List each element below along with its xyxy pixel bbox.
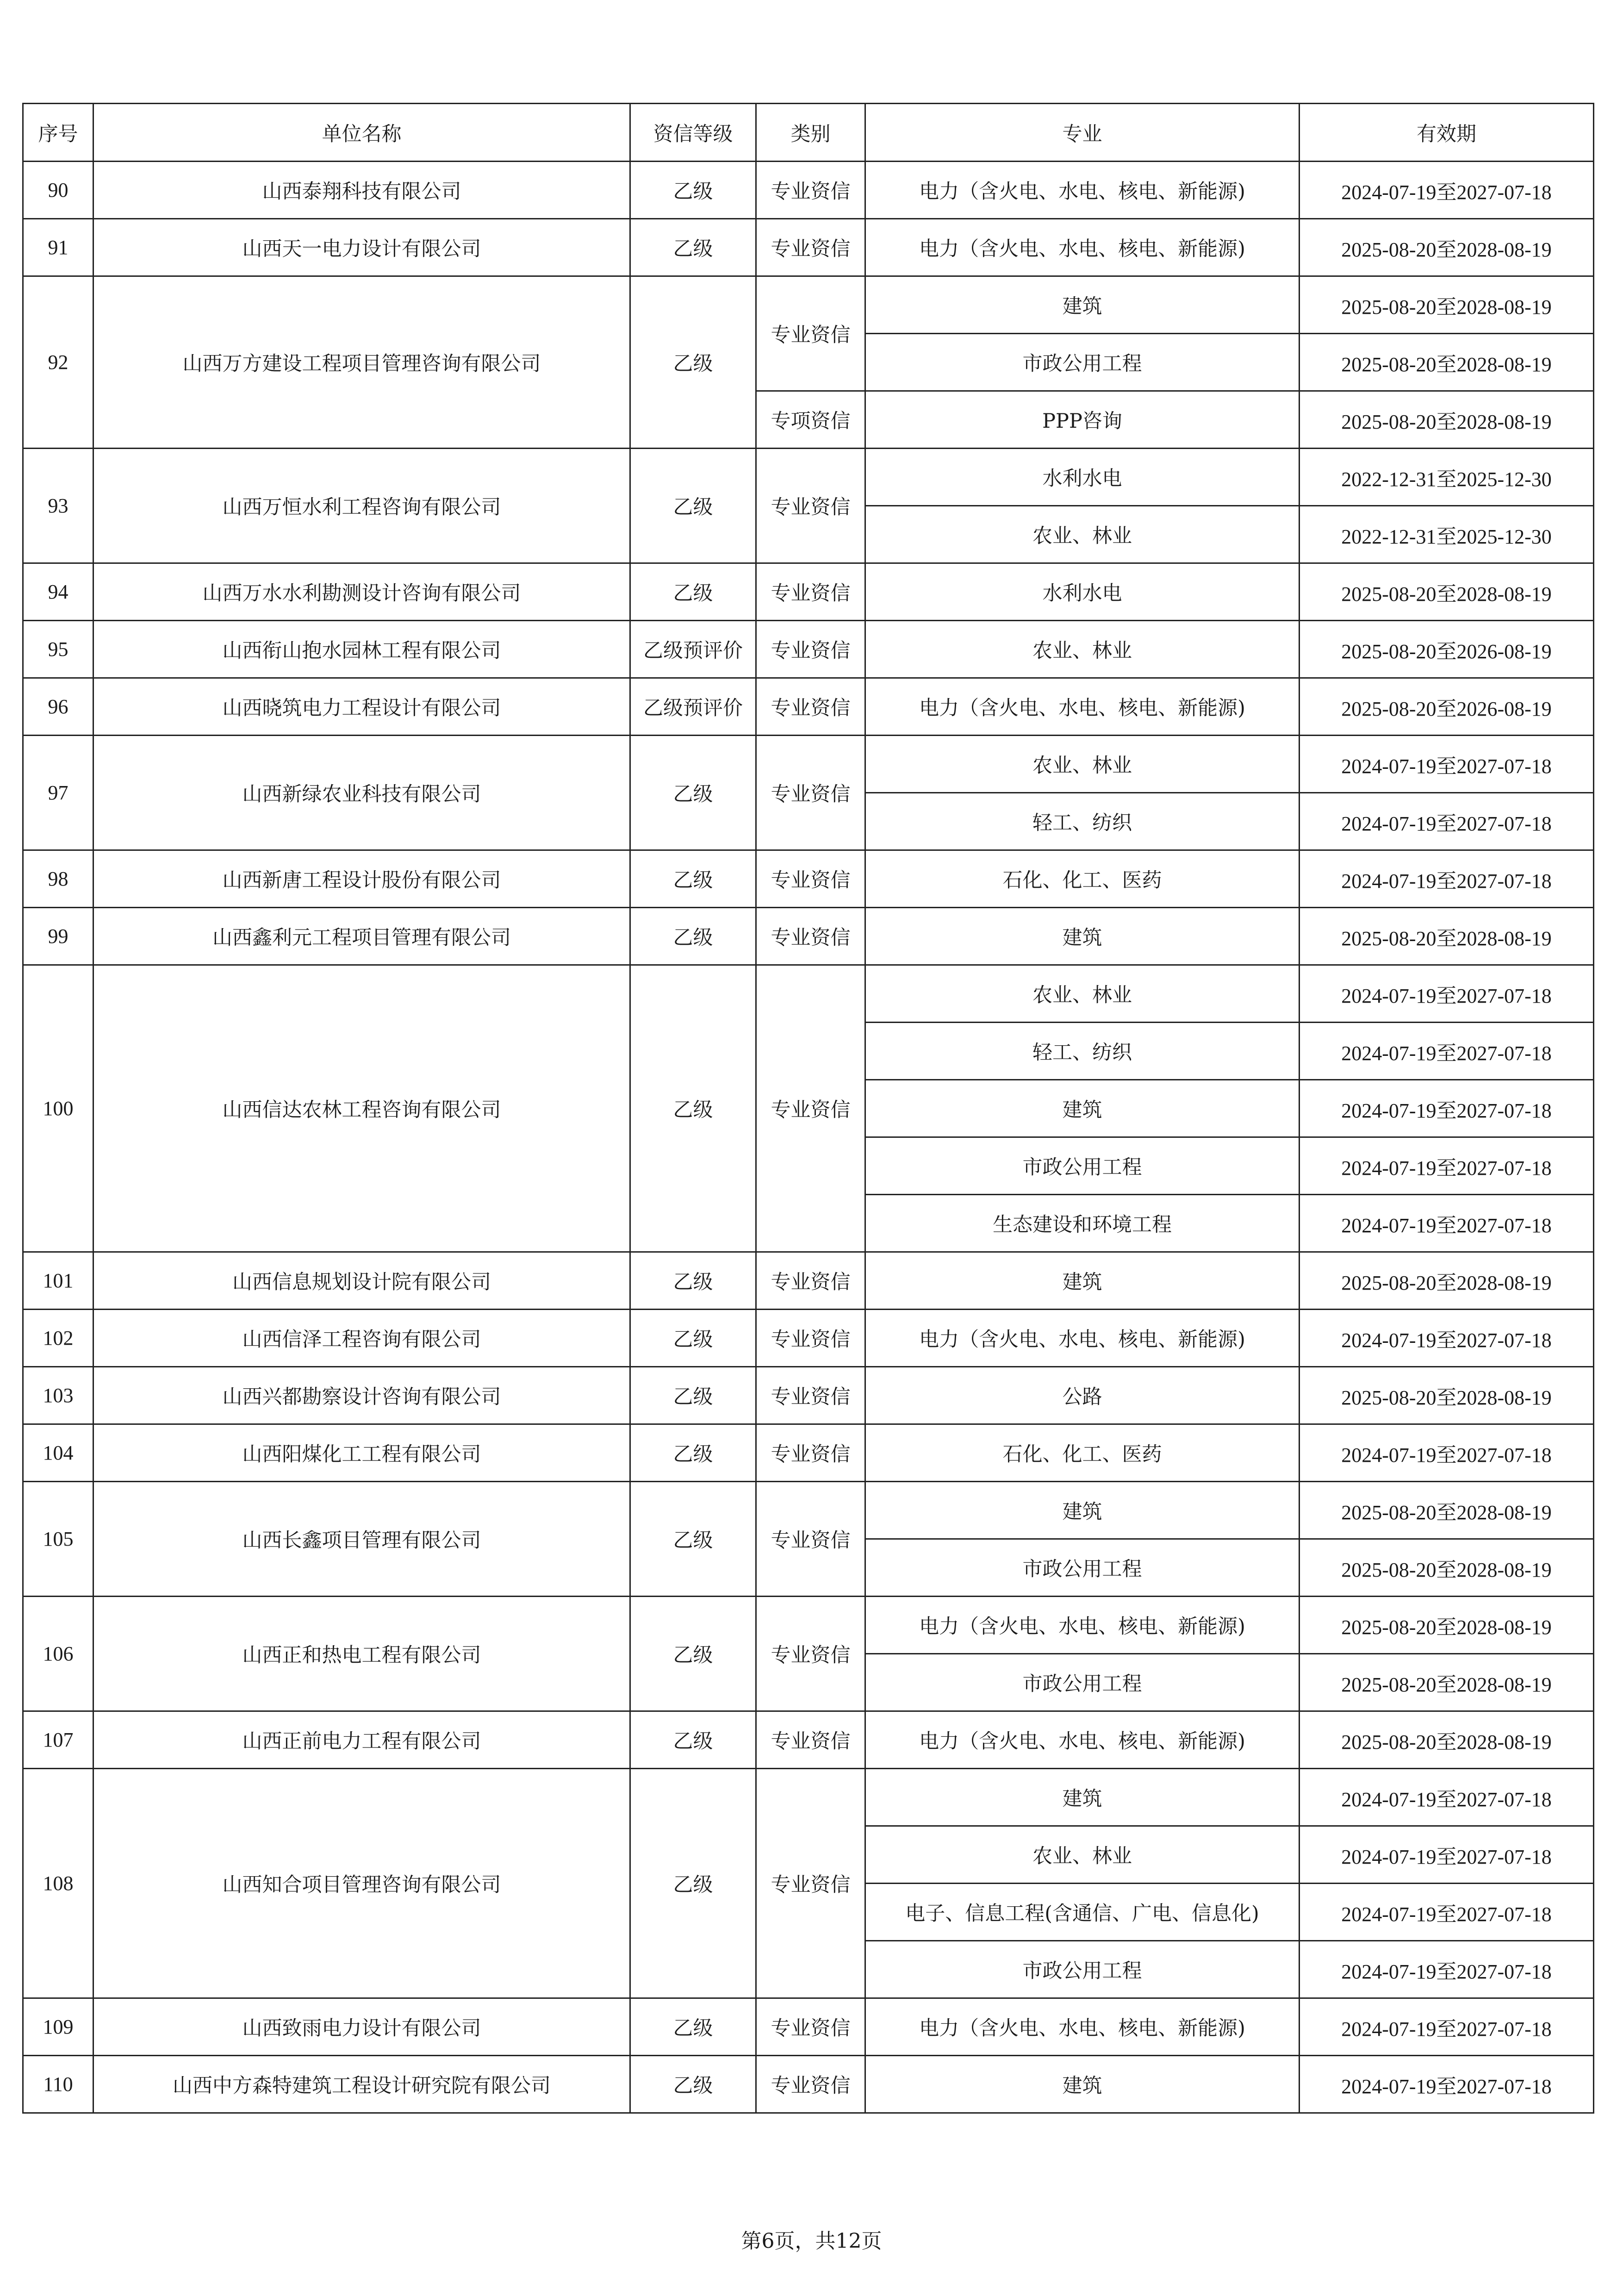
validity-cell: 2025-08-20至2028-08-19 — [1300, 1597, 1594, 1654]
table-row — [23, 736, 1594, 793]
credit-grade-cell: 乙级 — [630, 219, 756, 276]
table-row — [23, 162, 1594, 219]
unit-name-cell: 山西天一电力设计有限公司 — [93, 219, 630, 276]
seq-cell: 108 — [23, 1769, 93, 1998]
header-unit-name: 单位名称 — [93, 104, 630, 162]
category-cell: 专业资信 — [756, 219, 865, 276]
category-cell: 专业资信 — [756, 1769, 865, 1998]
unit-name-cell: 山西信息规划设计院有限公司 — [93, 1252, 630, 1310]
table-header-row — [23, 104, 1594, 162]
unit-name-cell: 山西中方森特建筑工程设计研究院有限公司 — [93, 2056, 630, 2113]
table-row — [23, 219, 1594, 276]
table-row — [23, 1769, 1594, 1826]
validity-cell: 2024-07-19至2027-07-18 — [1300, 965, 1594, 1023]
table-row — [23, 621, 1594, 678]
validity-cell: 2024-07-19至2027-07-18 — [1300, 850, 1594, 908]
category-cell: 专业资信 — [756, 2056, 865, 2113]
credit-grade-cell: 乙级预评价 — [630, 621, 756, 678]
unit-name-cell: 山西致雨电力设计有限公司 — [93, 1998, 630, 2056]
specialty-cell: 水利水电 — [865, 449, 1300, 506]
validity-cell: 2025-08-20至2028-08-19 — [1300, 563, 1594, 621]
specialty-cell: 农业、林业 — [865, 965, 1300, 1023]
seq-cell: 102 — [23, 1310, 93, 1367]
table-row — [23, 276, 1594, 334]
credit-grade-cell: 乙级 — [630, 736, 756, 850]
specialty-cell: 石化、化工、医药 — [865, 1424, 1300, 1482]
credit-grade-cell: 乙级 — [630, 1367, 756, 1424]
table-row — [23, 1310, 1594, 1367]
category-cell: 专业资信 — [756, 850, 865, 908]
validity-cell: 2024-07-19至2027-07-18 — [1300, 1769, 1594, 1826]
specialty-cell: 电力（含火电、水电、核电、新能源) — [865, 1711, 1300, 1769]
credit-grade-cell: 乙级 — [630, 1310, 756, 1367]
category-cell: 专业资信 — [756, 1424, 865, 1482]
footer-page-number: 6 — [761, 2229, 775, 2253]
category-cell: 专业资信 — [756, 1310, 865, 1367]
unit-name-cell: 山西信泽工程咨询有限公司 — [93, 1310, 630, 1367]
validity-cell: 2022-12-31至2025-12-30 — [1300, 506, 1594, 563]
seq-cell: 100 — [23, 965, 93, 1252]
credit-grade-cell: 乙级 — [630, 908, 756, 965]
seq-cell: 101 — [23, 1252, 93, 1310]
header-validity: 有效期 — [1300, 104, 1594, 162]
credit-grade-cell: 乙级 — [630, 449, 756, 563]
specialty-cell: 市政公用工程 — [865, 334, 1300, 391]
header-category: 类别 — [756, 104, 865, 162]
specialty-cell: 农业、林业 — [865, 736, 1300, 793]
seq-cell: 99 — [23, 908, 93, 965]
category-cell: 专业资信 — [756, 162, 865, 219]
category-cell: 专业资信 — [756, 1711, 865, 1769]
specialty-cell: 电力（含火电、水电、核电、新能源) — [865, 1310, 1300, 1367]
seq-cell: 91 — [23, 219, 93, 276]
table-row — [23, 965, 1594, 1023]
table-row — [23, 850, 1594, 908]
validity-cell: 2024-07-19至2027-07-18 — [1300, 1137, 1594, 1195]
unit-name-cell: 山西兴都勘察设计咨询有限公司 — [93, 1367, 630, 1424]
validity-cell: 2024-07-19至2027-07-18 — [1300, 1941, 1594, 1998]
credit-grade-cell: 乙级 — [630, 965, 756, 1252]
validity-cell: 2025-08-20至2028-08-19 — [1300, 219, 1594, 276]
unit-name-cell: 山西信达农林工程咨询有限公司 — [93, 965, 630, 1252]
category-cell: 专业资信 — [756, 563, 865, 621]
unit-name-cell: 山西新绿农业科技有限公司 — [93, 736, 630, 850]
category-cell: 专业资信 — [756, 678, 865, 736]
specialty-cell: 建筑 — [865, 2056, 1300, 2113]
validity-cell: 2024-07-19至2027-07-18 — [1300, 162, 1594, 219]
seq-cell: 92 — [23, 276, 93, 449]
category-cell: 专业资信 — [756, 908, 865, 965]
seq-cell: 95 — [23, 621, 93, 678]
category-cell: 专业资信 — [756, 1367, 865, 1424]
validity-cell: 2025-08-20至2028-08-19 — [1300, 1252, 1594, 1310]
validity-cell: 2024-07-19至2027-07-18 — [1300, 1080, 1594, 1137]
validity-cell: 2024-07-19至2027-07-18 — [1300, 1424, 1594, 1482]
page-footer — [0, 2224, 1623, 2254]
specialty-cell: 电力（含火电、水电、核电、新能源) — [865, 678, 1300, 736]
specialty-cell: 农业、林业 — [865, 1826, 1300, 1884]
validity-cell: 2025-08-20至2028-08-19 — [1300, 1367, 1594, 1424]
validity-cell: 2024-07-19至2027-07-18 — [1300, 1310, 1594, 1367]
credit-grade-cell: 乙级 — [630, 563, 756, 621]
table-row — [23, 678, 1594, 736]
seq-cell: 110 — [23, 2056, 93, 2113]
footer-total-pages: 12 — [835, 2229, 862, 2253]
specialty-cell: 市政公用工程 — [865, 1137, 1300, 1195]
table-row — [23, 2056, 1594, 2113]
unit-name-cell: 山西知合项目管理咨询有限公司 — [93, 1769, 630, 1998]
specialty-cell: PPP咨询 — [865, 391, 1300, 449]
specialty-cell: 公路 — [865, 1367, 1300, 1424]
credit-grade-cell: 乙级 — [630, 1998, 756, 2056]
validity-cell: 2025-08-20至2028-08-19 — [1300, 908, 1594, 965]
credit-grade-cell: 乙级 — [630, 1482, 756, 1597]
unit-name-cell: 山西阳煤化工工程有限公司 — [93, 1424, 630, 1482]
seq-cell: 98 — [23, 850, 93, 908]
table-row — [23, 563, 1594, 621]
table-body — [23, 162, 1594, 2113]
qualification-table-container — [22, 103, 1593, 2114]
table-row — [23, 1482, 1594, 1539]
specialty-cell: 建筑 — [865, 1482, 1300, 1539]
unit-name-cell: 山西万水水利勘测设计咨询有限公司 — [93, 563, 630, 621]
credit-grade-cell: 乙级 — [630, 1252, 756, 1310]
credit-grade-cell: 乙级 — [630, 1769, 756, 1998]
specialty-cell: 市政公用工程 — [865, 1539, 1300, 1597]
specialty-cell: 生态建设和环境工程 — [865, 1195, 1300, 1252]
validity-cell: 2025-08-20至2028-08-19 — [1300, 276, 1594, 334]
table-row — [23, 1597, 1594, 1654]
category-cell: 专业资信 — [756, 1597, 865, 1711]
header-credit-grade: 资信等级 — [630, 104, 756, 162]
table-row — [23, 1998, 1594, 2056]
table-row — [23, 1252, 1594, 1310]
specialty-cell: 轻工、纺织 — [865, 793, 1300, 850]
table-row — [23, 1424, 1594, 1482]
header-specialty: 专业 — [865, 104, 1300, 162]
unit-name-cell: 山西鑫利元工程项目管理有限公司 — [93, 908, 630, 965]
seq-cell: 94 — [23, 563, 93, 621]
category-cell: 专项资信 — [756, 391, 865, 449]
specialty-cell: 电力（含火电、水电、核电、新能源) — [865, 219, 1300, 276]
validity-cell: 2025-08-20至2028-08-19 — [1300, 1654, 1594, 1711]
validity-cell: 2024-07-19至2027-07-18 — [1300, 1884, 1594, 1941]
validity-cell: 2024-07-19至2027-07-18 — [1300, 736, 1594, 793]
validity-cell: 2022-12-31至2025-12-30 — [1300, 449, 1594, 506]
category-cell: 专业资信 — [756, 1482, 865, 1597]
unit-name-cell: 山西正和热电工程有限公司 — [93, 1597, 630, 1711]
category-cell: 专业资信 — [756, 276, 865, 391]
unit-name-cell: 山西衔山抱水园林工程有限公司 — [93, 621, 630, 678]
category-cell: 专业资信 — [756, 1252, 865, 1310]
unit-name-cell: 山西新唐工程设计股份有限公司 — [93, 850, 630, 908]
seq-cell: 104 — [23, 1424, 93, 1482]
seq-cell: 106 — [23, 1597, 93, 1711]
seq-cell: 97 — [23, 736, 93, 850]
table-row — [23, 908, 1594, 965]
seq-cell: 103 — [23, 1367, 93, 1424]
seq-cell: 105 — [23, 1482, 93, 1597]
unit-name-cell: 山西万方建设工程项目管理咨询有限公司 — [93, 276, 630, 449]
specialty-cell: 轻工、纺织 — [865, 1023, 1300, 1080]
seq-cell: 90 — [23, 162, 93, 219]
validity-cell: 2024-07-19至2027-07-18 — [1300, 1826, 1594, 1884]
credit-grade-cell: 乙级预评价 — [630, 678, 756, 736]
header-seq: 序号 — [23, 104, 93, 162]
specialty-cell: 石化、化工、医药 — [865, 850, 1300, 908]
unit-name-cell: 山西万恒水利工程咨询有限公司 — [93, 449, 630, 563]
validity-cell: 2025-08-20至2028-08-19 — [1300, 1539, 1594, 1597]
unit-name-cell: 山西正前电力工程有限公司 — [93, 1711, 630, 1769]
validity-cell: 2025-08-20至2028-08-19 — [1300, 391, 1594, 449]
validity-cell: 2024-07-19至2027-07-18 — [1300, 1998, 1594, 2056]
specialty-cell: 建筑 — [865, 1080, 1300, 1137]
validity-cell: 2025-08-20至2026-08-19 — [1300, 621, 1594, 678]
specialty-cell: 农业、林业 — [865, 621, 1300, 678]
unit-name-cell: 山西晓筑电力工程设计有限公司 — [93, 678, 630, 736]
specialty-cell: 建筑 — [865, 1769, 1300, 1826]
validity-cell: 2024-07-19至2027-07-18 — [1300, 1195, 1594, 1252]
validity-cell: 2025-08-20至2026-08-19 — [1300, 678, 1594, 736]
unit-name-cell: 山西长鑫项目管理有限公司 — [93, 1482, 630, 1597]
credit-grade-cell: 乙级 — [630, 276, 756, 449]
credit-grade-cell: 乙级 — [630, 850, 756, 908]
specialty-cell: 农业、林业 — [865, 506, 1300, 563]
category-cell: 专业资信 — [756, 965, 865, 1252]
validity-cell: 2024-07-19至2027-07-18 — [1300, 793, 1594, 850]
footer-prefix: 第 — [741, 2229, 762, 2253]
unit-name-cell: 山西泰翔科技有限公司 — [93, 162, 630, 219]
table-row — [23, 1711, 1594, 1769]
validity-cell: 2025-08-20至2028-08-19 — [1300, 1482, 1594, 1539]
credit-grade-cell: 乙级 — [630, 2056, 756, 2113]
footer-middle: 页，共 — [774, 2229, 836, 2253]
validity-cell: 2025-08-20至2028-08-19 — [1300, 1711, 1594, 1769]
validity-cell: 2024-07-19至2027-07-18 — [1300, 1023, 1594, 1080]
category-cell: 专业资信 — [756, 621, 865, 678]
validity-cell: 2024-07-19至2027-07-18 — [1300, 2056, 1594, 2113]
seq-cell: 109 — [23, 1998, 93, 2056]
specialty-cell: 建筑 — [865, 276, 1300, 334]
table-row — [23, 1367, 1594, 1424]
credit-grade-cell: 乙级 — [630, 162, 756, 219]
specialty-cell: 电力（含火电、水电、核电、新能源) — [865, 1998, 1300, 2056]
seq-cell: 93 — [23, 449, 93, 563]
seq-cell: 96 — [23, 678, 93, 736]
table-row — [23, 449, 1594, 506]
credit-grade-cell: 乙级 — [630, 1711, 756, 1769]
validity-cell: 2025-08-20至2028-08-19 — [1300, 334, 1594, 391]
qualification-table — [22, 103, 1594, 2114]
seq-cell: 107 — [23, 1711, 93, 1769]
category-cell: 专业资信 — [756, 736, 865, 850]
specialty-cell: 水利水电 — [865, 563, 1300, 621]
specialty-cell: 电力（含火电、水电、核电、新能源) — [865, 162, 1300, 219]
footer-suffix: 页 — [861, 2229, 882, 2253]
category-cell: 专业资信 — [756, 1998, 865, 2056]
specialty-cell: 市政公用工程 — [865, 1941, 1300, 1998]
specialty-cell: 建筑 — [865, 1252, 1300, 1310]
category-cell: 专业资信 — [756, 449, 865, 563]
credit-grade-cell: 乙级 — [630, 1424, 756, 1482]
specialty-cell: 电力（含火电、水电、核电、新能源) — [865, 1597, 1300, 1654]
specialty-cell: 电子、信息工程(含通信、广电、信息化) — [865, 1884, 1300, 1941]
credit-grade-cell: 乙级 — [630, 1597, 756, 1711]
specialty-cell: 市政公用工程 — [865, 1654, 1300, 1711]
specialty-cell: 建筑 — [865, 908, 1300, 965]
